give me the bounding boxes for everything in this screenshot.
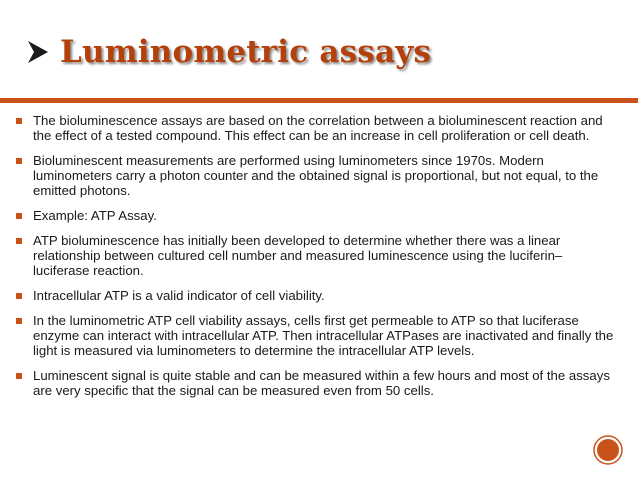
page-title: Luminometric assays [60,34,432,70]
bullet-list [14,113,614,408]
list-item [14,153,614,198]
square-bullet-icon [16,318,22,324]
list-item [14,368,614,398]
square-bullet-icon [16,293,22,299]
list-item-text: In the luminometric ATP cell viability assays, cells first get permeable to ATP so that luciferase enzyme can interact with intracellular ATP. Then intracellular ATPases are inactivated and finally the light is measured via luminometers to determine the intracellular ATP levels. [33,313,614,358]
square-bullet-icon [16,213,22,219]
list-item-text: The bioluminescence assays are based on the correlation between a bioluminescent reaction and the effect of a tested compound. This effect can be an increase in cell proliferation or cell death. [33,113,603,143]
list-item-text: Bioluminescent measurements are performed using luminometers since 1970s. Modern luminometers carry a photon counter and the obtained signal is proportional, but not equal, to the emitted photons. [33,153,599,198]
list-item-text: Luminescent signal is quite stable and can be measured within a few hours and most of the assays are very specific that the signal can be measured even from 50 cells. [33,368,610,398]
list-item [14,233,614,278]
square-bullet-icon [16,238,22,244]
circle-badge-icon [593,435,623,465]
list-item [14,208,614,223]
list-item [14,313,614,358]
list-item [14,288,614,303]
square-bullet-icon [16,158,22,164]
list-item-text: ATP bioluminescence has initially been developed to determine whether there was a linear relationship between cultured cell number and measured luminescence using the luciferin–luciferase reaction. [33,233,563,278]
list-item [14,113,614,143]
arrow-bullet-icon [26,39,50,65]
list-item-text: Intracellular ATP is a valid indicator of cell viability. [33,288,325,303]
title-row [26,34,431,70]
title-divider [0,98,638,103]
square-bullet-icon [16,373,22,379]
list-item-text: Example: ATP Assay. [33,208,157,223]
square-bullet-icon [16,118,22,124]
